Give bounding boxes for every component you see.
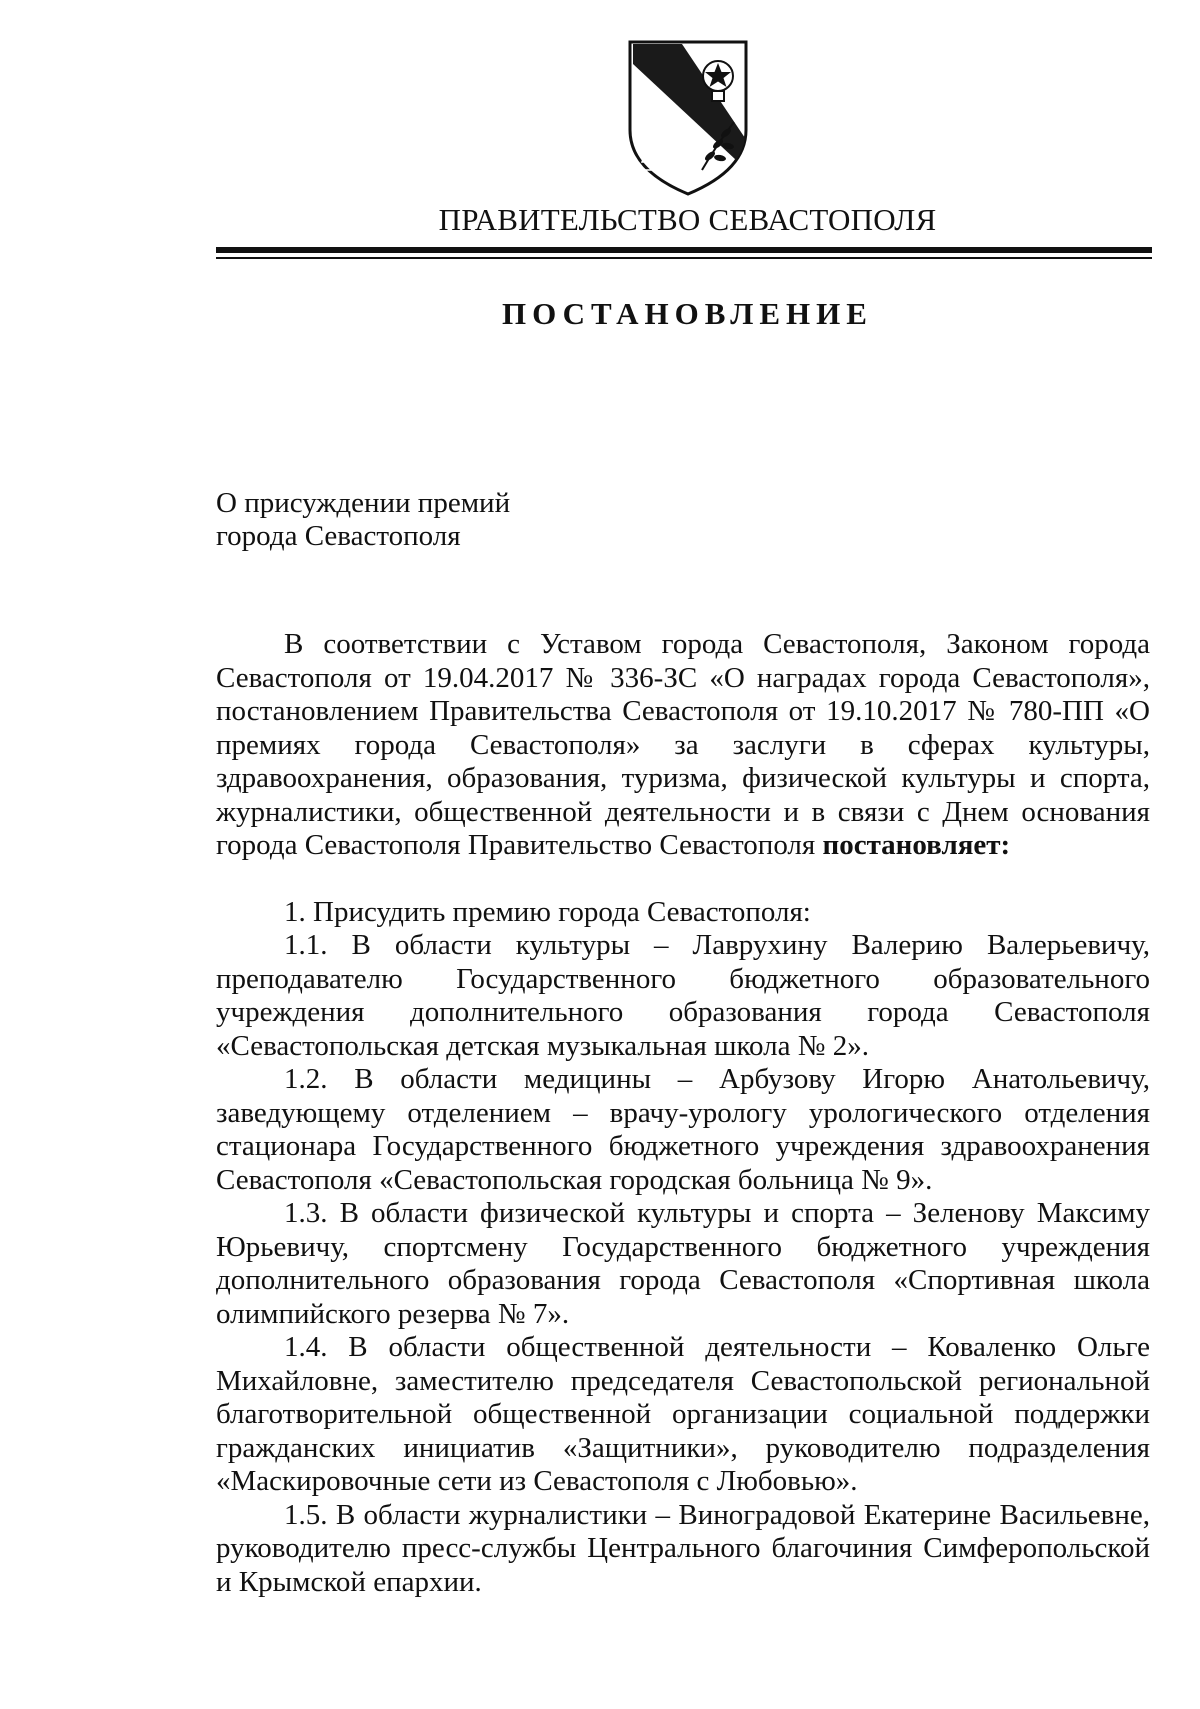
sevastopol-coat-of-arms-icon xyxy=(624,38,752,198)
header-rule-thin xyxy=(216,257,1152,259)
clause-1-3: 1.3. В области физической культуры и спорта – Зеленову Максиму Юрьевичу, спортсмену Государственного бюджетного учреждения дополнительного образования города Севастополя «Спортивная школа олимпийского резерва № 7». xyxy=(216,1197,1150,1330)
header-rule-thick xyxy=(216,247,1152,253)
preamble-text: В соответствии с Уставом города Севастополя, Законом города Севастополя от 19.04.2017 № 336-ЗС «О наградах города Севастополя», постановлением Правительства Севастополя от 19.10.2017 № 780-ПП «О премиях города Севастополя» за заслуги в сферах культуры, здравоохранения, образования, туризма, физической культуры и спорта, журналистики, общественной деятельности и в связи с Днем основания города Севастополя Правительство Севастополя xyxy=(216,628,1150,861)
government-name: ПРАВИТЕЛЬСТВО СЕВАСТОПОЛЯ xyxy=(438,202,937,237)
clause-1: 1. Присудить премию города Севастополя: xyxy=(284,895,811,928)
document-type-title: ПОСТАНОВЛЕНИЕ xyxy=(502,296,873,331)
document-subject xyxy=(216,487,510,553)
clause-1-5: 1.5. В области журналистики – Виноградовой Екатерине Васильевне, руководителю пресс-службы Центрального благочиния Симферопольской и Крымской епархии. xyxy=(216,1498,1150,1598)
subject-line-2: города Севастополя xyxy=(216,520,461,552)
preamble-paragraph xyxy=(216,628,1150,863)
subject-line-1: О присуждении премий xyxy=(216,487,511,519)
document-body xyxy=(216,628,1150,1599)
clause-1-2: 1.2. В области медицины – Арбузову Игорю Анатольевичу, заведующему отделением – врачу-урологу урологического отделения стационара Государственного бюджетного учреждения здравоохранения Севастополя «Севастопольская городская больница № 9». xyxy=(216,1063,1150,1196)
clause-1-1: 1.1. В области культуры – Лаврухину Валерию Валерьевичу, преподавателю Государственного бюджетного образовательного учреждения дополнительного образования города Севастополя «Севастопольская детская музыкальная школа № 2». xyxy=(216,929,1150,1062)
preamble-decision-word: постановляет: xyxy=(822,829,1011,861)
clause-1-4: 1.4. В области общественной деятельности – Коваленко Ольге Михайловне, заместителю председателя Севастопольской региональной благотворительной общественной организации социальной поддержки гражданских инициатив «Защитники», руководителю подразделения «Маскировочные сети из Севастополя с Любовью». xyxy=(216,1331,1150,1497)
